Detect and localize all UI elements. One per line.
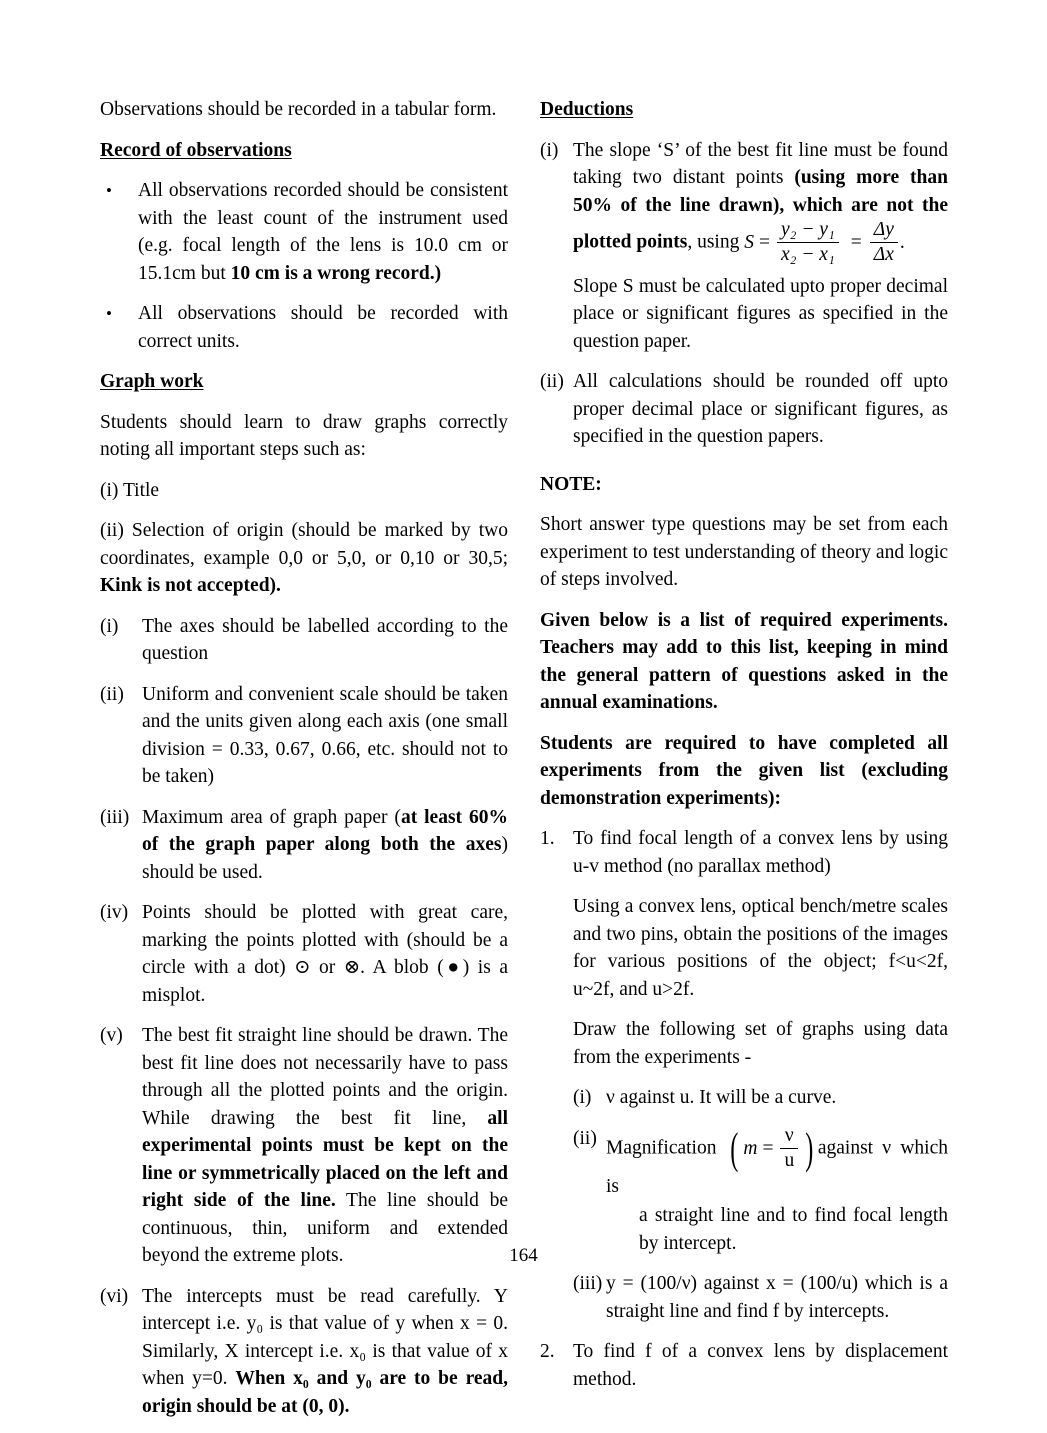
students-required-paragraph: Students are required to have completed all experiments from the given list (excluding demonstration experiments): xyxy=(540,732,948,809)
list-item-text-tail: ) should be used. xyxy=(142,834,508,883)
magnification-numerator: ν xyxy=(784,1124,794,1146)
deduction-bold-1: (using more than 50% of the line drawn), which are not the plotted points xyxy=(573,167,948,253)
list-item xyxy=(573,1125,948,1257)
list-item xyxy=(100,804,508,887)
graph-step-text: Title xyxy=(122,479,160,501)
slope-lhs: S xyxy=(744,232,754,254)
list-marker: (iii) xyxy=(573,1273,603,1295)
right-column xyxy=(540,96,948,1406)
list-item-text: All calculations should be rounded off upto proper decimal place or significant figures, as specified in the question papers. xyxy=(573,371,948,448)
list-item xyxy=(100,1022,508,1270)
list-marker: (iv) xyxy=(100,902,129,923)
list-marker: (ii) xyxy=(100,683,124,705)
list-item-text: The intercepts must be read carefully. Y intercept i.e. y₀ is that value of y when x = 0. Similarly, X intercept i.e. x₀ is that value of x when y=0. xyxy=(142,1285,508,1389)
experiment-body-1: Using a convex lens, optical bench/metre scales and two pins, obtain the positions of the images for various positions of the object; f<u<2f, u~2f, and u>2f. xyxy=(573,896,948,1000)
list-item xyxy=(540,137,948,356)
graph-item-text: ν against u. It will be a curve. xyxy=(606,1087,837,1109)
list-item-text-tail: The line should be continuous, thin, uniform and extended beyond the extreme plots. xyxy=(142,1190,508,1266)
list-item xyxy=(100,681,508,791)
list-marker: 1. xyxy=(540,828,555,850)
list-item-text: Maximum area of graph paper ( xyxy=(142,806,401,828)
list-item xyxy=(100,613,508,668)
delta-numerator: Δy xyxy=(873,219,894,240)
list-item xyxy=(100,177,508,287)
list-item-bold-text: 10 cm is a wrong record.) xyxy=(230,262,442,284)
slope-formula xyxy=(744,219,905,267)
list-marker: (vi) xyxy=(100,1285,129,1307)
list-marker: (i) xyxy=(100,615,119,637)
list-item-text: The axes should be labelled according to the question xyxy=(142,615,508,664)
record-of-observations-heading: Record of observations xyxy=(100,139,292,161)
deductions-list xyxy=(540,137,948,451)
list-item xyxy=(540,368,948,451)
list-item-bold-text: all experimental points must be kept on the line or symmetrically placed on the left and right side of the line. xyxy=(142,1107,508,1211)
list-marker: (ii) xyxy=(573,1127,597,1149)
deduction-text-2: , using xyxy=(687,231,745,253)
graph-step-origin xyxy=(100,517,508,600)
list-marker: 2. xyxy=(540,1341,555,1363)
deduction-follow-text: Slope S must be calculated upto proper decimal place or significant figures as specified in the question paper. xyxy=(573,275,948,352)
list-marker: (ii) xyxy=(540,371,564,393)
graph-item-text-after: against ν which is xyxy=(606,1137,948,1197)
experiment-title: To find f of a convex lens by displacement method. xyxy=(573,1341,948,1390)
list-item xyxy=(573,1084,948,1112)
magnification-denominator: u xyxy=(780,1148,798,1172)
magnification-fraction xyxy=(780,1125,798,1173)
graph-step-title xyxy=(100,477,508,505)
list-marker: (i) xyxy=(573,1087,592,1109)
graph-step-text: Selection of origin (should be marked by two coordinates, example 0,0 or 5,0, or 0,10 or 30,5; xyxy=(100,520,509,569)
note-heading: NOTE: xyxy=(540,473,602,495)
equals-sign: = xyxy=(762,1138,774,1160)
formula-period: . xyxy=(899,232,905,254)
page-number: 164 xyxy=(509,1245,538,1266)
right-paren-icon: ) xyxy=(805,1123,814,1173)
equals-sign: = xyxy=(758,232,770,254)
record-bullet-list xyxy=(100,177,508,355)
deduction-text-1: The slope ‘S’ of the best fit line must be found taking two distant points xyxy=(573,139,948,188)
list-item xyxy=(100,300,508,355)
graph-work-intro: Students should learn to draw graphs correctly noting all important steps such as: xyxy=(100,411,508,460)
list-marker: (v) xyxy=(100,1025,123,1046)
required-experiments-paragraph: Given below is a list of required experiments. Teachers may add to this list, keeping in mind the general pattern of questions asked in the annual examinations. xyxy=(540,609,948,714)
graph-step-marker: (i) xyxy=(100,479,119,501)
bullet-icon: • xyxy=(106,181,112,200)
bullet-icon: • xyxy=(106,304,112,323)
slope-denominator: x₂ − x₁ xyxy=(777,242,839,266)
graph-work-heading: Graph work xyxy=(100,371,204,392)
slope-numerator: y₂ − y₁ xyxy=(780,219,835,240)
left-column xyxy=(100,96,508,1433)
graph-item-continuation: a straight line and to find focal length by intercept. xyxy=(639,1205,948,1254)
graph-step-bold-text: Kink is not accepted). xyxy=(100,575,281,596)
graph-step-marker: (ii) xyxy=(100,520,124,541)
list-item-text: Points should be plotted with great care, marking the points plotted with (should be a circle with a dot) ⊙ or ⊗. A blob (●) is a misplot. xyxy=(142,902,508,1006)
list-item xyxy=(573,1270,948,1325)
graph-item-text: y = (100/ν) against x = (100/u) which is a straight line and find f by intercepts. xyxy=(606,1273,948,1322)
list-item xyxy=(100,1283,508,1421)
experiments-list xyxy=(540,825,948,1393)
delta-denominator: Δx xyxy=(870,242,898,266)
magnification-symbol: m xyxy=(743,1138,758,1160)
graph-rules-list xyxy=(100,613,508,1421)
list-item-bold-text: When x₀ and y₀ are to be read, origin should be at (0, 0). xyxy=(142,1368,508,1417)
experiment-body-2: Draw the following set of graphs using data from the experiments - xyxy=(573,1019,948,1068)
deductions-heading: Deductions xyxy=(540,99,634,120)
left-paren-icon: ( xyxy=(729,1123,739,1173)
list-item-text: Uniform and convenient scale should be taken and the units given along each axis (one small division = 0.33, 0.67, 0.66, etc. should not to be taken) xyxy=(142,683,508,787)
experiment-graphs-list xyxy=(573,1084,948,1325)
graph-item-text-before: Magnification xyxy=(606,1137,726,1159)
list-item-text: All observations recorded should be consistent with the least count of the instrument used (e.g. focal length of the lens is 10.0 cm or 15.1cm but xyxy=(138,180,508,284)
magnification-formula xyxy=(727,1125,817,1173)
magnification-expression xyxy=(743,1125,800,1173)
list-marker: (iii) xyxy=(100,806,130,828)
list-item xyxy=(540,1338,948,1393)
list-marker: (i) xyxy=(540,139,559,161)
list-item-text: The best fit straight line should be drawn. The best fit line does not necessarily have to pass through all the plotted points and the origin. While drawing the best fit line, xyxy=(142,1025,508,1129)
list-item-text: All observations should be recorded with correct units. xyxy=(138,303,508,352)
experiment-title: To find focal length of a convex lens by using u-v method (no parallax method) xyxy=(573,828,948,877)
note-text: Short answer type questions may be set from each experiment to test understanding of theory and logic of steps involved. xyxy=(540,514,948,591)
list-item xyxy=(100,899,508,1009)
list-item-bold-text: at least 60% of the graph paper along both the axes xyxy=(142,806,508,855)
intro-paragraph: Observations should be recorded in a tabular form. xyxy=(100,99,497,120)
equals-sign-2: = xyxy=(850,232,862,254)
delta-fraction xyxy=(870,219,898,267)
slope-fraction xyxy=(777,219,839,267)
